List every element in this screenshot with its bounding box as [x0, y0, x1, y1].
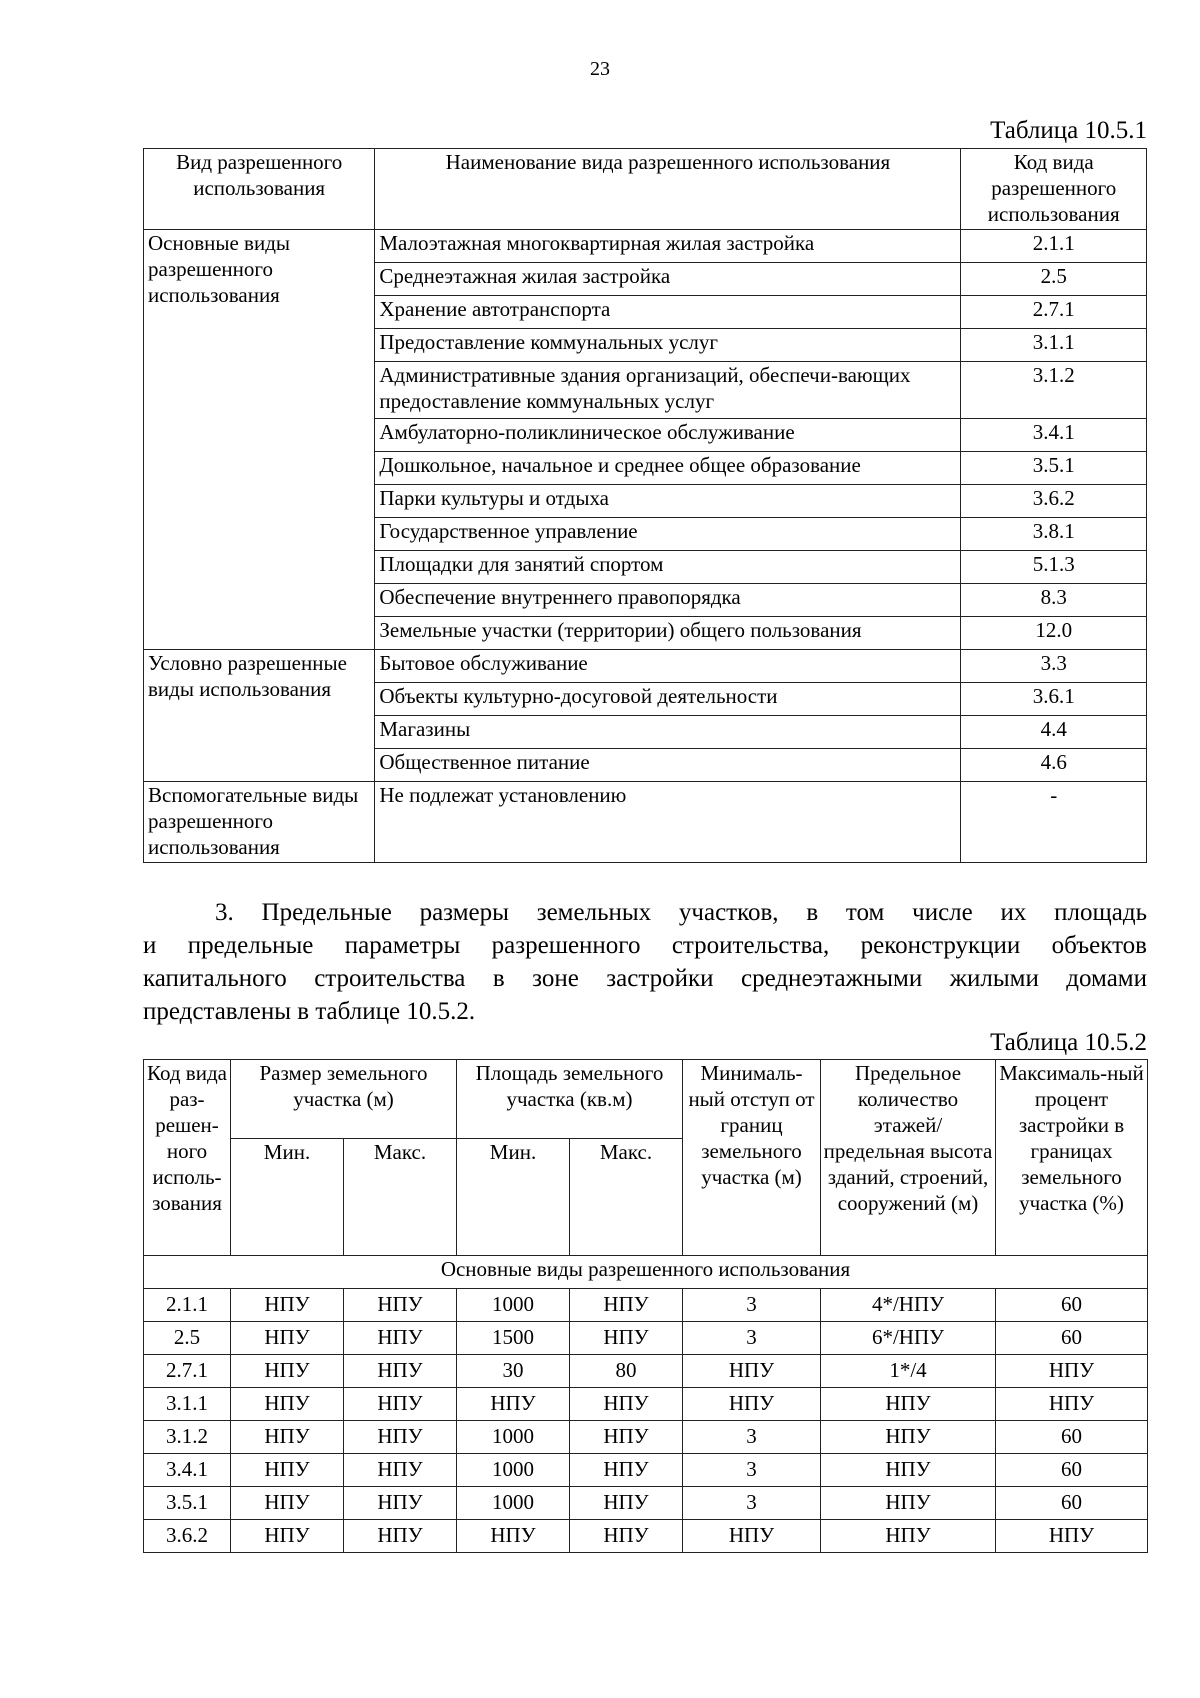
use-code: 3.1.1	[961, 329, 1147, 362]
table-cell: НПУ	[570, 1454, 683, 1487]
use-name: Магазины	[375, 716, 961, 749]
table-cell: 6*/НПУ	[821, 1322, 996, 1355]
table-cell: НПУ	[996, 1355, 1148, 1388]
table-caption: Таблица 10.5.2	[990, 1029, 1147, 1056]
table-row	[144, 1322, 1148, 1355]
parameters-table	[143, 1059, 1148, 1553]
table-row	[144, 1454, 1148, 1487]
table-cell: НПУ	[821, 1520, 996, 1553]
table-cell: 3	[683, 1454, 821, 1487]
table-cell: НПУ	[570, 1487, 683, 1520]
use-name: Бытовое обслуживание	[375, 650, 961, 683]
column-header: Мин.	[231, 1139, 344, 1256]
column-header: Макс.	[570, 1139, 683, 1256]
use-code: 3.1.2	[961, 362, 1147, 419]
table-cell: НПУ	[344, 1322, 457, 1355]
use-name: Предоставление коммунальных услуг	[375, 329, 961, 362]
table-cell: 60	[996, 1289, 1148, 1322]
use-code: 4.6	[961, 749, 1147, 782]
table-cell: НПУ	[344, 1454, 457, 1487]
use-code: 3.8.1	[961, 518, 1147, 551]
table-cell: 2.5	[144, 1322, 231, 1355]
table-cell: НПУ	[683, 1388, 821, 1421]
table-cell: НПУ	[821, 1388, 996, 1421]
table-cell: НПУ	[231, 1487, 344, 1520]
table-caption: Таблица 10.5.1	[990, 117, 1147, 144]
table-cell: 3	[683, 1421, 821, 1454]
paragraph-line: капитального строительства в зоне застройки среднеэтажными жилыми домами	[143, 965, 1147, 992]
use-category: Основные виды разрешенного использования	[144, 230, 375, 650]
use-name: Малоэтажная многоквартирная жилая застройка	[375, 230, 961, 263]
table-cell: НПУ	[231, 1322, 344, 1355]
table-cell: НПУ	[821, 1421, 996, 1454]
table-cell: 3.1.2	[144, 1421, 231, 1454]
use-category: Условно разрешенные виды использования	[144, 650, 375, 782]
use-name: Площадки для занятий спортом	[375, 551, 961, 584]
table-cell: НПУ	[231, 1388, 344, 1421]
table-cell: НПУ	[683, 1355, 821, 1388]
table-cell: 2.1.1	[144, 1289, 231, 1322]
table-row	[144, 782, 1147, 863]
column-header: Максималь-ный процент застройки в границах земельного участка (%)	[996, 1060, 1148, 1256]
table-cell: 3	[683, 1487, 821, 1520]
table-cell: 2.7.1	[144, 1355, 231, 1388]
table-row	[144, 1487, 1148, 1520]
use-code: 3.6.2	[961, 485, 1147, 518]
table-cell: 4*/НПУ	[821, 1289, 996, 1322]
use-name: Государственное управление	[375, 518, 961, 551]
table-cell: НПУ	[344, 1289, 457, 1322]
table-cell: 1*/4	[821, 1355, 996, 1388]
table-row	[144, 1520, 1148, 1553]
table-row	[144, 1289, 1148, 1322]
table-cell: НПУ	[344, 1355, 457, 1388]
table-cell: НПУ	[996, 1520, 1148, 1553]
use-name: Хранение автотранспорта	[375, 296, 961, 329]
table-cell: НПУ	[570, 1388, 683, 1421]
use-name: Среднеэтажная жилая застройка	[375, 263, 961, 296]
table-cell: НПУ	[570, 1421, 683, 1454]
table-cell: НПУ	[996, 1388, 1148, 1421]
table-row	[144, 230, 1147, 263]
column-header: Минималь-ный отступ от границ земельного участка (м)	[683, 1060, 821, 1256]
table-row	[144, 650, 1147, 683]
use-code: 2.7.1	[961, 296, 1147, 329]
table-header-row	[144, 149, 1147, 230]
table-cell: НПУ	[344, 1520, 457, 1553]
table-cell: НПУ	[683, 1520, 821, 1553]
table-cell: НПУ	[457, 1520, 570, 1553]
table-cell: НПУ	[344, 1388, 457, 1421]
table-cell: 3.6.2	[144, 1520, 231, 1553]
column-header: Наименование вида разрешенного использования	[375, 149, 961, 230]
use-name: Амбулаторно-поликлиническое обслуживание	[375, 419, 961, 452]
use-code: 2.1.1	[961, 230, 1147, 263]
table-row	[144, 1421, 1148, 1454]
table-cell: НПУ	[570, 1322, 683, 1355]
use-code: 5.1.3	[961, 551, 1147, 584]
use-name: Дошкольное, начальное и среднее общее образование	[375, 452, 961, 485]
table-cell: 1000	[457, 1487, 570, 1520]
table-cell: 60	[996, 1454, 1148, 1487]
use-name: Не подлежат установлению	[375, 782, 961, 863]
table-cell: НПУ	[821, 1487, 996, 1520]
table-cell: 3	[683, 1322, 821, 1355]
table-cell: 30	[457, 1355, 570, 1388]
table-cell: 3.1.1	[144, 1388, 231, 1421]
use-code: -	[961, 782, 1147, 863]
column-header: Макс.	[344, 1139, 457, 1256]
column-header: Вид разрешенного использования	[144, 149, 375, 230]
table-header-row	[144, 1060, 1148, 1139]
table-cell: НПУ	[570, 1289, 683, 1322]
table-cell: 1000	[457, 1289, 570, 1322]
group-label: Основные виды разрешенного использования	[144, 1256, 1148, 1289]
table-row	[144, 1388, 1148, 1421]
use-code: 2.5	[961, 263, 1147, 296]
use-code: 3.3	[961, 650, 1147, 683]
paragraph-line: 3. Предельные размеры земельных участков, в том числе их площадь	[215, 899, 1147, 926]
paragraph	[143, 896, 1147, 1028]
table-cell: НПУ	[231, 1520, 344, 1553]
use-name: Парки культуры и отдыха	[375, 485, 961, 518]
group-row	[144, 1256, 1148, 1289]
column-header: Код вида разрешенного использования	[961, 149, 1147, 230]
table-cell: 3.5.1	[144, 1487, 231, 1520]
use-code: 3.4.1	[961, 419, 1147, 452]
use-code: 4.4	[961, 716, 1147, 749]
table-cell: 60	[996, 1421, 1148, 1454]
table-cell: НПУ	[231, 1355, 344, 1388]
column-header: Код вида раз-решен-ного исполь-зования	[144, 1060, 231, 1256]
table-cell: НПУ	[231, 1421, 344, 1454]
page-number: 23	[590, 58, 610, 80]
table-cell: НПУ	[344, 1487, 457, 1520]
paragraph-line: и предельные параметры разрешенного строительства, реконструкции объектов	[143, 932, 1147, 959]
use-name: Административные здания организаций, обеспечи-вающих предоставление коммунальных услуг	[375, 362, 961, 419]
table-row	[144, 1355, 1148, 1388]
paragraph-line: представлены в таблице 10.5.2.	[143, 998, 476, 1025]
column-header: Размер земельного участка (м)	[231, 1060, 457, 1139]
use-name: Объекты культурно-досуговой деятельности	[375, 683, 961, 716]
table-cell: 3	[683, 1289, 821, 1322]
permitted-use-table	[143, 148, 1147, 863]
use-name: Обеспечение внутреннего правопорядка	[375, 584, 961, 617]
table-cell: НПУ	[231, 1454, 344, 1487]
column-header: Мин.	[457, 1139, 570, 1256]
table-cell: 1000	[457, 1454, 570, 1487]
use-code: 12.0	[961, 617, 1147, 650]
table-cell: НПУ	[231, 1289, 344, 1322]
use-code: 3.6.1	[961, 683, 1147, 716]
use-category: Вспомогательные виды разрешенного использования	[144, 782, 375, 863]
table-cell: НПУ	[344, 1421, 457, 1454]
table-cell: 1000	[457, 1421, 570, 1454]
table-cell: НПУ	[570, 1520, 683, 1553]
table-cell: 60	[996, 1487, 1148, 1520]
table-cell: НПУ	[821, 1454, 996, 1487]
table-cell: 3.4.1	[144, 1454, 231, 1487]
column-header: Площадь земельного участка (кв.м)	[457, 1060, 683, 1139]
table-cell: 80	[570, 1355, 683, 1388]
column-header: Предельное количество этажей/ предельная высота зданий, строений, сооружений (м)	[821, 1060, 996, 1256]
use-name: Земельные участки (территории) общего пользования	[375, 617, 961, 650]
table-cell: НПУ	[457, 1388, 570, 1421]
use-name: Общественное питание	[375, 749, 961, 782]
use-code: 3.5.1	[961, 452, 1147, 485]
use-code: 8.3	[961, 584, 1147, 617]
table-cell: 60	[996, 1322, 1148, 1355]
table-cell: 1500	[457, 1322, 570, 1355]
